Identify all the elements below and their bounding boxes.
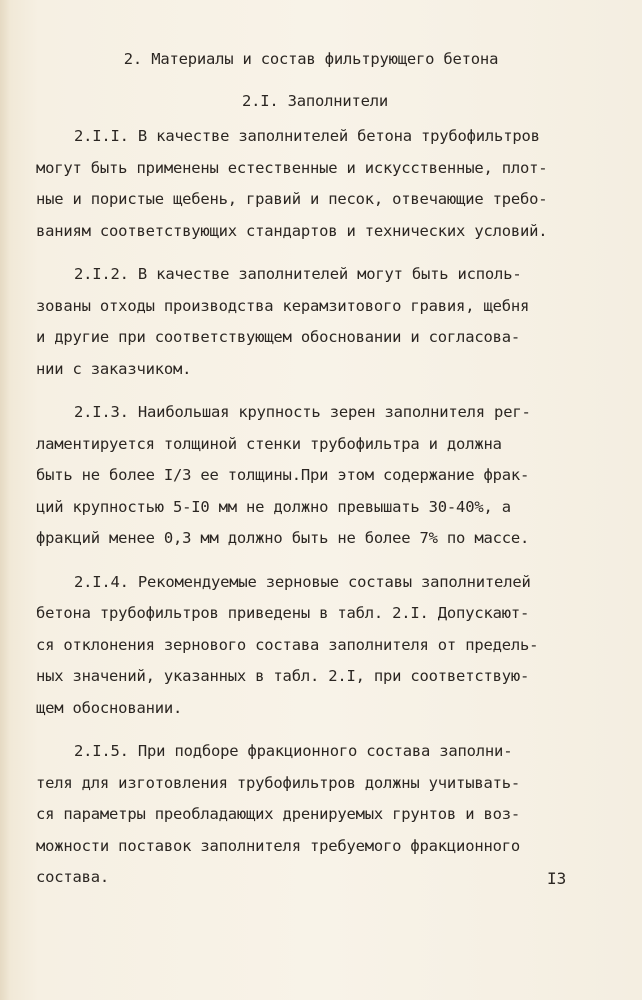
section-title: 2. Материалы и состав фильтрующего бетона [123, 50, 499, 68]
document-body [36, 44, 576, 906]
paragraph-line: 2.I.5. При подборе фракционного состава заполни- [74, 742, 513, 760]
paragraph-line: быть не более I/3 ее толщины.При этом содержание фрак- [36, 466, 530, 484]
paragraph-line: зованы отходы производства керамзитового гравия, щебня [36, 296, 530, 315]
paragraph-line: 2.I.I. В качестве заполнителей бетона трубофильтров [74, 127, 540, 145]
paragraph-line: ций крупностью 5-I0 мм не должно превышать 30-40%, а [36, 497, 511, 516]
paragraph-line: могут быть применены естественные и искусственные, плот- [36, 158, 548, 177]
page-edge-shadow [0, 0, 10, 1000]
paragraph-2-1-2 [36, 259, 576, 385]
paragraph-line: 2.I.2. В качестве заполнителей могут быть исполь- [74, 265, 522, 283]
paragraph-line: 2.I.4. Рекомендуемые зерновые составы заполнителей [74, 572, 531, 591]
paragraph-line: бетона трубофильтров приведены в табл. 2.I. Допускают- [36, 604, 530, 622]
paragraph-line: нии с заказчиком. [36, 359, 192, 378]
paragraph-line: ных значений, указанных в табл. 2.I, при соответствую- [36, 667, 530, 685]
paragraph-line: щем обосновании. [36, 698, 183, 717]
paragraph-2-1-4 [36, 567, 576, 725]
paragraph-line: 2.I.3. Наибольшая крупность зерен заполнителя рег- [74, 403, 531, 421]
paragraph-line: и другие при соответствующем обосновании и согласова- [36, 328, 520, 346]
paragraph-line: ламентируется толщиной стенки трубофильтра и должна [36, 434, 502, 453]
paragraph-line: теля для изготовления трубофильтров должны учитывать- [36, 773, 520, 792]
paragraph-line: ся отклонения зернового состава заполнителя от предель- [36, 635, 539, 654]
paragraph-2-1-3 [36, 397, 576, 555]
paragraph-line: ся параметры преобладающих дренируемых грунтов и воз- [36, 805, 520, 823]
paragraph-line: ные и пористые щебень, гравий и песок, отвечающие требо- [36, 190, 548, 208]
page-number: I3 [547, 869, 567, 888]
paragraph-2-1-5 [36, 736, 576, 894]
paragraph-line: можности поставок заполнителя требуемого фракционного [36, 836, 520, 855]
paragraph-line: состава. [36, 868, 110, 886]
paragraph-2-1-1 [36, 121, 576, 247]
paragraph-line: ваниям соответствующих стандартов и технических условий. [36, 221, 548, 240]
subsection-title: 2.I. Заполнители [241, 91, 389, 110]
paragraph-line: фракций менее 0,3 мм должно быть не более 7% по массе. [36, 529, 530, 547]
